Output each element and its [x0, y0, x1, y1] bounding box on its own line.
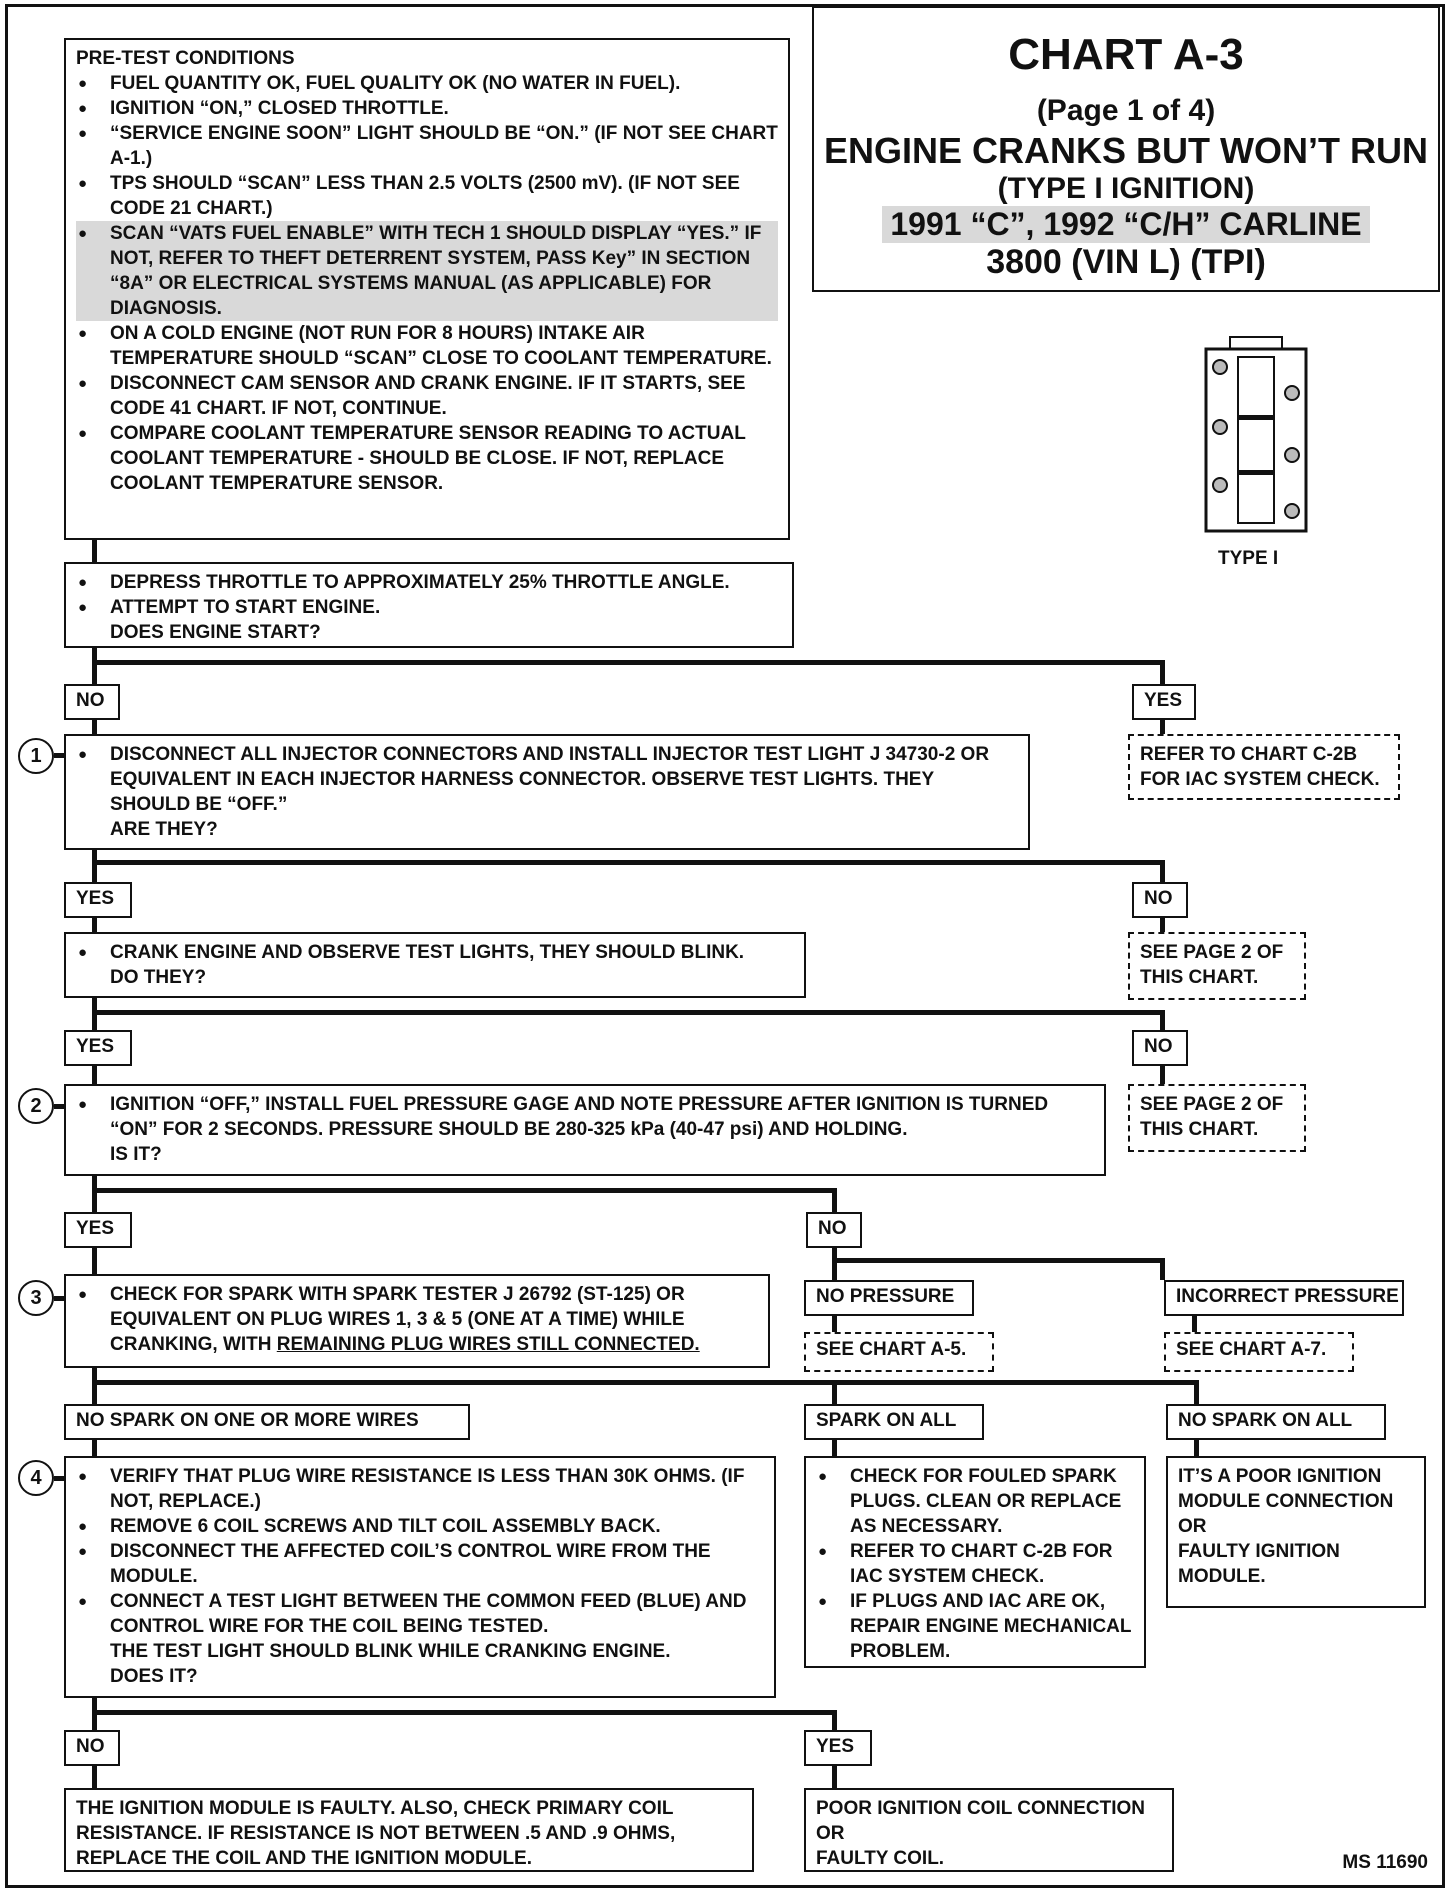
step0-item: ● DEPRESS THROTTLE TO APPROXIMATELY 25% THROTTLE ANGLE. — [76, 570, 782, 595]
final-yes-box — [804, 1788, 1174, 1872]
step4-note: THE TEST LIGHT SHOULD BLINK WHILE CRANKING ENGINE. — [110, 1641, 671, 1662]
final-yes-line2: FAULTY COIL. — [816, 1848, 945, 1869]
ignition-module-diagram — [1200, 335, 1312, 535]
pretest-item: ● “SERVICE ENGINE SOON” LIGHT SHOULD BE “ON.” (IF NOT SEE CHART A-1.) — [76, 121, 778, 171]
final-yes-or: OR — [816, 1823, 845, 1844]
connector — [92, 660, 1164, 665]
spark-all-item: ● CHECK FOR FOULED SPARK PLUGS. CLEAN OR REPLACE AS NECESSARY. — [816, 1464, 1134, 1539]
label-yes: YES — [804, 1730, 872, 1766]
see-a7-box: SEE CHART A-7. — [1164, 1332, 1354, 1372]
spark-all-box — [804, 1456, 1146, 1668]
step4-item: ● CONNECT A TEST LIGHT BETWEEN THE COMMON FEED (BLUE) AND CONTROL WIRE FOR THE COIL BEING TESTED. — [76, 1589, 764, 1639]
connector — [92, 648, 97, 684]
connector — [832, 1258, 1164, 1263]
coil-test-box — [64, 1456, 776, 1698]
connector — [92, 540, 97, 562]
refer-c2b-box: REFER TO CHART C-2B FOR IAC SYSTEM CHECK. — [1128, 734, 1400, 800]
connector — [1192, 1316, 1197, 1332]
fuel-pressure-box — [64, 1084, 1106, 1176]
connector — [1194, 1440, 1199, 1456]
label-no: NO — [1132, 1030, 1188, 1066]
pretest-item: ● IGNITION “ON,” CLOSED THROTTLE. — [76, 96, 778, 121]
label-yes: YES — [1132, 684, 1196, 720]
connector — [1194, 1380, 1199, 1404]
label-no-spark-some: NO SPARK ON ONE OR MORE WIRES — [64, 1404, 470, 1440]
carline: 1991 “C”, 1992 “C/H” CARLINE — [882, 206, 1369, 243]
connector — [92, 1010, 1164, 1015]
connector — [832, 1440, 837, 1456]
step1-question: ARE THEY? — [110, 819, 218, 840]
connector — [92, 1440, 97, 1456]
spark-test-box — [64, 1274, 770, 1368]
connector — [1160, 860, 1165, 882]
document-number: MS 11690 — [1342, 1852, 1428, 1873]
pretest-item: ● COMPARE COOLANT TEMPERATURE SENSOR READING TO ACTUAL COOLANT TEMPERATURE - SHOULD BE CLOSE. IF NOT, REPLACE COOLANT TEMPERATURE SENSOR. — [76, 421, 778, 496]
connector — [92, 1248, 97, 1274]
chart-title: CHART A-3 — [1008, 30, 1244, 79]
see-page2-box: SEE PAGE 2 OF THIS CHART. — [1128, 932, 1306, 1000]
connector — [1160, 918, 1165, 932]
no-spark-all-line1: IT’S A POOR IGNITION MODULE CONNECTION — [1178, 1466, 1394, 1512]
injector-test-box — [64, 734, 1030, 850]
label-no: NO — [64, 684, 120, 720]
diagram-label: TYPE I — [1218, 548, 1279, 569]
step4-item: ● DISCONNECT THE AFFECTED COIL’S CONTROL WIRE FROM THE MODULE. — [76, 1539, 764, 1589]
connector — [54, 753, 64, 758]
connector — [92, 1368, 97, 1404]
connector — [1160, 1010, 1165, 1030]
label-no: NO — [1132, 882, 1188, 918]
pretest-item: ● DISCONNECT CAM SENSOR AND CRANK ENGINE. IF IT STARTS, SEE CODE 41 CHART. IF NOT, CONTINUE. — [76, 371, 778, 421]
step4-question: DOES IT? — [110, 1666, 198, 1687]
step0-question: DOES ENGINE START? — [110, 622, 321, 643]
connector — [1160, 660, 1165, 684]
final-no-box: THE IGNITION MODULE IS FAULTY. ALSO, CHECK PRIMARY COIL RESISTANCE. IF RESISTANCE IS NOT BETWEEN .5 AND .9 OHMS, REPLACE THE COIL AND THE IGNITION MODULE. — [64, 1788, 754, 1872]
step4-item: ● REMOVE 6 COIL SCREWS AND TILT COIL ASSEMBLY BACK. — [76, 1514, 764, 1539]
title-block — [812, 6, 1440, 292]
pretest-item: ● FUEL QUANTITY OK, FUEL QUALITY OK (NO WATER IN FUEL). — [76, 71, 778, 96]
label-no-pressure: NO PRESSURE — [804, 1280, 974, 1316]
pretest-item: ● TPS SHOULD “SCAN” LESS THAN 2.5 VOLTS (2500 mV). (IF NOT SEE CODE 21 CHART.) — [76, 171, 778, 221]
step1-text: ● DISCONNECT ALL INJECTOR CONNECTORS AND INSTALL INJECTOR TEST LIGHT J 34730-2 OR EQUIVALENT IN EACH INJECTOR HARNESS CONNECTOR. OBSERVE TEST LIGHTS. THEY SHOULD BE “OFF.” — [76, 742, 1018, 817]
connector — [92, 918, 97, 932]
final-yes-line1: POOR IGNITION COIL CONNECTION — [816, 1798, 1145, 1819]
label-yes: YES — [64, 1212, 132, 1248]
step2-question: IS IT? — [110, 1144, 162, 1165]
label-yes: YES — [64, 882, 132, 918]
pretest-item: ● ON A COLD ENGINE (NOT RUN FOR 8 HOURS) INTAKE AIR TEMPERATURE SHOULD “SCAN” CLOSE TO COOLANT TEMPERATURE. — [76, 321, 778, 371]
pretest-conditions-box — [64, 38, 790, 540]
connector — [54, 1296, 64, 1301]
step-number: 2 — [18, 1088, 54, 1124]
connector — [92, 1188, 836, 1193]
connector — [92, 850, 97, 882]
step2-text: ● IGNITION “OFF,” INSTALL FUEL PRESSURE GAGE AND NOTE PRESSURE AFTER IGNITION IS TURNED “ON” FOR 2 SECONDS. PRESSURE SHOULD BE 280-325 kPa (40-47 psi) AND HOLDING. — [76, 1092, 1094, 1142]
no-spark-all-box — [1166, 1456, 1426, 1608]
label-incorrect-pressure: INCORRECT PRESSURE — [1164, 1280, 1404, 1316]
spark-all-item: ● REFER TO CHART C-2B FOR IAC SYSTEM CHECK. — [816, 1539, 1134, 1589]
engine: 3800 (VIN L) (TPI) — [986, 243, 1266, 281]
label-no-spark-all: NO SPARK ON ALL — [1166, 1404, 1386, 1440]
spark-all-item: ● IF PLUGS AND IAC ARE OK, REPAIR ENGINE MECHANICAL PROBLEM. — [816, 1589, 1134, 1664]
step4-item: ● VERIFY THAT PLUG WIRE RESISTANCE IS LESS THAN 30K OHMS. (IF NOT, REPLACE.) — [76, 1464, 764, 1514]
connector — [54, 1104, 64, 1109]
connector — [92, 1380, 1198, 1385]
step-number: 1 — [18, 738, 54, 774]
step0-item: ● ATTEMPT TO START ENGINE. — [76, 595, 782, 620]
connector — [1160, 1066, 1165, 1084]
connector — [832, 1380, 837, 1404]
step-number: 3 — [18, 1280, 54, 1316]
connector — [54, 1476, 64, 1481]
step1b-question: DO THEY? — [110, 967, 207, 988]
see-page2-box: SEE PAGE 2 OF THIS CHART. — [1128, 1084, 1306, 1152]
no-spark-all-or: OR — [1178, 1516, 1207, 1537]
connector — [832, 1248, 837, 1280]
connector — [1160, 1258, 1165, 1280]
connector — [92, 1176, 97, 1212]
label-no: NO — [64, 1730, 120, 1766]
page-indicator: (Page 1 of 4) — [1036, 94, 1216, 127]
step-number: 4 — [18, 1460, 54, 1496]
connector — [92, 1710, 836, 1715]
start-engine-box — [64, 562, 794, 648]
pretest-heading: PRE-TEST CONDITIONS — [76, 48, 295, 69]
connector — [1160, 720, 1165, 734]
chart-heading: ENGINE CRANKS BUT WON’T RUN — [824, 130, 1428, 171]
pretest-item: ● SCAN “VATS FUEL ENABLE” WITH TECH 1 SHOULD DISPLAY “YES.” IF NOT, REFER TO THEFT DETERRENT SYSTEM, PASS Key” IN SECTION “8A” OR ELECTRICAL SYSTEMS MANUAL (AS APPLICABLE) FOR DIAGNOSIS. — [76, 221, 778, 321]
ignition-type: (TYPE I IGNITION) — [997, 172, 1255, 205]
connector — [92, 1066, 97, 1084]
label-no: NO — [806, 1212, 862, 1248]
see-a5-box: SEE CHART A-5. — [804, 1332, 994, 1372]
step1b-text: ● CRANK ENGINE AND OBSERVE TEST LIGHTS, THEY SHOULD BLINK. — [76, 940, 794, 965]
step3-underlined: REMAINING PLUG WIRES STILL CONNECTED. — [276, 1334, 700, 1355]
label-spark-all: SPARK ON ALL — [804, 1404, 984, 1440]
label-yes: YES — [64, 1030, 132, 1066]
connector — [832, 1710, 837, 1730]
crank-test-box — [64, 932, 806, 998]
connector — [92, 1766, 97, 1788]
connector — [832, 1316, 837, 1332]
step3-main: CHECK FOR SPARK WITH SPARK TESTER J 26792 (ST-125) OR EQUIVALENT ON PLUG WIRES 1, 3 & 5 (ONE AT A TIME) WHILE CRANKING, WITH — [110, 1284, 685, 1355]
no-spark-all-line2: FAULTY IGNITION MODULE. — [1178, 1541, 1340, 1587]
step3-text — [76, 1282, 758, 1357]
connector — [92, 860, 1164, 865]
connector — [92, 720, 97, 734]
connector — [832, 1188, 837, 1212]
connector — [832, 1766, 837, 1788]
